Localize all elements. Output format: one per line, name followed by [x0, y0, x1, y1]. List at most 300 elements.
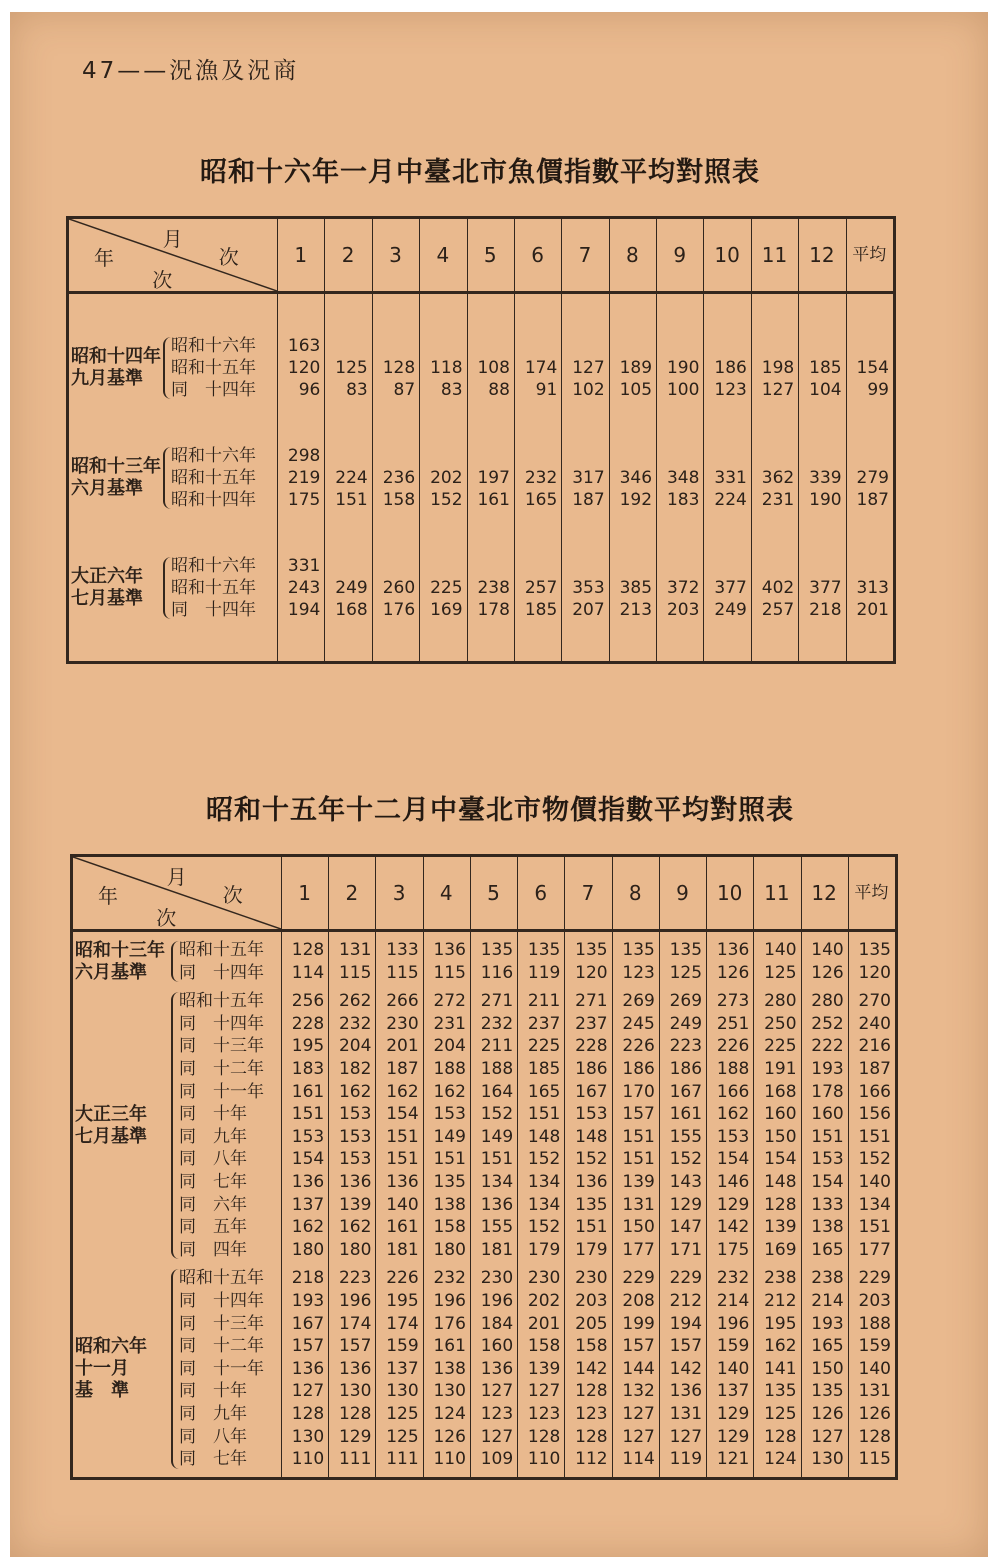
table-cell: 120 — [287, 358, 321, 378]
table-cell: 204 — [338, 1036, 372, 1057]
table-cell: 185 — [524, 600, 558, 620]
table-cell: 196 — [716, 1313, 750, 1334]
table-cell: 136 — [433, 940, 466, 960]
table-cell: 195 — [386, 1291, 419, 1311]
table-cell: 154 — [716, 1149, 750, 1170]
table-cell: 186 — [622, 1059, 655, 1079]
column-header: 12 — [809, 243, 835, 267]
corner-label-left: 年 — [97, 884, 118, 909]
table-cell: 136 — [338, 1172, 372, 1192]
table-cell: 249 — [714, 600, 747, 620]
column-header: 8 — [626, 243, 639, 267]
table-cell: 214 — [811, 1291, 844, 1311]
table-cell: 208 — [622, 1291, 655, 1311]
table-cell: 151 — [291, 1104, 325, 1125]
table-cell: 346 — [619, 468, 653, 488]
group-brace — [171, 941, 179, 982]
table-cell: 236 — [382, 468, 416, 488]
row-label: 同 七年 — [179, 1172, 247, 1192]
row-label: 同 十一年 — [179, 1358, 264, 1379]
table-cell: 230 — [386, 1013, 419, 1034]
table-cell: 136 — [291, 1358, 325, 1379]
table-cell: 348 — [666, 468, 700, 488]
table-cell: 184 — [480, 1313, 514, 1334]
table-cell: 232 — [433, 1268, 466, 1289]
table-cell: 202 — [430, 468, 463, 488]
table-cell: 136 — [386, 1172, 419, 1192]
table-cell: 230 — [480, 1268, 514, 1289]
table-cell: 269 — [622, 991, 655, 1012]
table-cell: 125 — [386, 1426, 419, 1447]
corner-label-bottom: 次 — [152, 267, 173, 292]
table-cell: 188 — [858, 1313, 891, 1334]
table-cell: 317 — [572, 468, 605, 488]
table-cell: 140 — [716, 1358, 750, 1379]
table-cell: 161 — [433, 1336, 466, 1357]
group-label-line: 七月基準 — [75, 1125, 147, 1147]
row-label: 同 十年 — [179, 1381, 247, 1402]
table-cell: 135 — [480, 940, 514, 960]
table-cell: 127 — [572, 358, 605, 378]
table-cell: 115 — [433, 962, 466, 983]
table-cell: 157 — [291, 1336, 325, 1357]
group-label-line: 七月基準 — [71, 588, 143, 609]
table-cell: 150 — [811, 1358, 844, 1379]
table-cell: 174 — [524, 358, 558, 378]
column-header: 12 — [811, 881, 837, 905]
table-cell: 273 — [716, 991, 750, 1012]
table-cell: 177 — [858, 1239, 891, 1260]
fish-price-index-table — [66, 216, 896, 664]
table-cell: 134 — [527, 1172, 561, 1192]
table-cell: 176 — [433, 1313, 466, 1334]
table-cell: 372 — [666, 578, 700, 598]
table-cell: 178 — [477, 600, 510, 620]
group-label-line: 九月基準 — [71, 368, 143, 389]
table-cell: 165 — [811, 1239, 844, 1260]
table-cell: 112 — [575, 1449, 608, 1470]
table-cell: 151 — [575, 1217, 608, 1238]
table-cell: 142 — [716, 1217, 750, 1238]
table-cell: 104 — [809, 380, 842, 400]
column-header: 5 — [487, 881, 500, 905]
table-cell: 151 — [811, 1126, 844, 1147]
table-cell: 123 — [622, 962, 655, 983]
table-cell: 125 — [335, 358, 368, 378]
table-cell: 212 — [669, 1291, 703, 1311]
column-header: 7 — [578, 243, 592, 267]
table-cell: 127 — [622, 1426, 655, 1447]
table-cell: 127 — [669, 1426, 703, 1447]
table-cell: 110 — [433, 1449, 466, 1470]
table-cell: 187 — [856, 490, 889, 510]
column-header: 平均 — [854, 883, 889, 903]
column-header: 6 — [531, 243, 544, 267]
table-cell: 83 — [440, 380, 463, 400]
row-label: 昭和十五年 — [179, 940, 264, 960]
table-cell: 155 — [669, 1126, 703, 1147]
table-cell: 174 — [338, 1313, 372, 1334]
table-cell: 230 — [527, 1268, 561, 1289]
table-cell: 211 — [527, 991, 561, 1012]
table-cell: 174 — [386, 1313, 419, 1334]
table1-title: 昭和十六年一月中臺北市魚價指數平均對照表 — [200, 157, 760, 188]
table-cell: 331 — [714, 468, 747, 488]
row-label: 同 十四年 — [179, 962, 264, 983]
table-cell: 110 — [291, 1449, 325, 1470]
table-cell: 194 — [669, 1313, 703, 1334]
table-cell: 202 — [527, 1291, 561, 1311]
table-cell: 135 — [669, 940, 703, 960]
table-cell: 179 — [575, 1239, 608, 1260]
column-header: 4 — [436, 243, 450, 267]
table-cell: 152 — [480, 1104, 514, 1125]
table-cell: 131 — [622, 1194, 655, 1215]
table-cell: 211 — [480, 1036, 514, 1057]
table-cell: 229 — [669, 1268, 703, 1289]
table-cell: 177 — [622, 1239, 655, 1260]
table-cell: 139 — [527, 1358, 561, 1379]
table-cell: 128 — [338, 1404, 372, 1424]
table-cell: 270 — [858, 991, 891, 1012]
row-label: 同 四年 — [179, 1239, 247, 1260]
table-cell: 127 — [291, 1381, 325, 1402]
table-cell: 121 — [716, 1449, 750, 1470]
table-cell: 153 — [338, 1104, 372, 1125]
table-cell: 222 — [811, 1036, 844, 1057]
column-header: 2 — [345, 881, 359, 905]
table-cell: 223 — [338, 1268, 372, 1289]
table-cell: 168 — [764, 1081, 797, 1102]
table-cell: 175 — [287, 490, 321, 510]
corner-label-top: 月 — [166, 865, 187, 889]
group-label-line: 六月基準 — [71, 478, 143, 499]
column-header: 11 — [764, 881, 790, 905]
table-cell: 150 — [764, 1126, 797, 1147]
table-cell: 161 — [477, 490, 510, 510]
table-cell: 194 — [287, 600, 321, 620]
table-cell: 192 — [619, 490, 653, 510]
table-cell: 179 — [527, 1239, 561, 1260]
table-cell: 115 — [858, 1449, 891, 1470]
table-cell: 152 — [858, 1149, 891, 1170]
table-cell: 280 — [764, 991, 797, 1012]
table-cell: 130 — [811, 1449, 844, 1470]
table-cell: 130 — [386, 1381, 419, 1402]
table-cell: 127 — [527, 1381, 561, 1402]
table-cell: 123 — [480, 1404, 514, 1424]
table-cell: 148 — [527, 1126, 561, 1147]
table-cell: 180 — [338, 1239, 372, 1260]
table-cell: 126 — [858, 1404, 891, 1424]
table-cell: 131 — [338, 940, 372, 960]
table-cell: 147 — [669, 1217, 703, 1238]
table-cell: 130 — [291, 1426, 325, 1447]
table-cell: 160 — [811, 1104, 844, 1125]
table-cell: 129 — [716, 1426, 750, 1447]
table-cell: 224 — [714, 490, 747, 510]
table-cell: 272 — [433, 991, 466, 1012]
row-label: 昭和十五年 — [171, 358, 256, 378]
table-cell: 185 — [527, 1059, 561, 1079]
table-cell: 231 — [433, 1013, 466, 1034]
table-cell: 166 — [858, 1081, 891, 1102]
table-cell: 193 — [291, 1291, 325, 1311]
table-cell: 125 — [386, 1404, 419, 1424]
table-cell: 238 — [477, 578, 510, 598]
table-cell: 137 — [716, 1381, 750, 1402]
table-cell: 124 — [433, 1404, 466, 1424]
row-label: 同 十四年 — [179, 1013, 264, 1034]
table-cell: 169 — [430, 600, 463, 620]
table-cell: 245 — [622, 1013, 655, 1034]
table-cell: 183 — [291, 1059, 325, 1079]
table-cell: 214 — [716, 1291, 750, 1311]
table-cell: 218 — [291, 1268, 325, 1289]
table-cell: 377 — [714, 578, 747, 598]
table-cell: 128 — [575, 1381, 608, 1402]
table-cell: 131 — [669, 1404, 703, 1424]
row-label: 同 九年 — [179, 1404, 247, 1424]
table-cell: 257 — [524, 578, 558, 598]
column-header: 8 — [628, 881, 642, 905]
table-cell: 108 — [477, 358, 510, 378]
table-cell: 136 — [575, 1172, 608, 1192]
column-header: 10 — [714, 243, 740, 267]
table-cell: 142 — [669, 1358, 703, 1379]
table-cell: 186 — [714, 358, 747, 378]
table-cell: 154 — [856, 358, 889, 378]
corner-label-top: 月 — [162, 227, 183, 251]
column-header: 1 — [294, 243, 308, 267]
corner-label-right: 次 — [222, 882, 243, 907]
table-cell: 162 — [764, 1336, 797, 1357]
table-cell: 153 — [575, 1104, 608, 1125]
table-cell: 201 — [856, 600, 889, 620]
row-label: 同 八年 — [179, 1149, 247, 1170]
table-cell: 126 — [811, 962, 844, 983]
table-cell: 131 — [858, 1381, 891, 1402]
table-cell: 339 — [809, 468, 842, 488]
table-cell: 138 — [811, 1217, 844, 1238]
table-cell: 148 — [764, 1172, 797, 1192]
table-cell: 196 — [338, 1291, 372, 1311]
table-cell: 219 — [287, 468, 321, 488]
table-cell: 153 — [338, 1126, 372, 1147]
table-cell: 238 — [764, 1268, 797, 1289]
table-cell: 88 — [488, 380, 510, 400]
table-cell: 212 — [764, 1291, 797, 1311]
table-cell: 175 — [716, 1239, 750, 1260]
table-cell: 213 — [619, 600, 653, 620]
table-cell: 228 — [575, 1036, 608, 1057]
table-cell: 402 — [761, 578, 795, 598]
table-cell: 151 — [335, 490, 368, 510]
row-label: 昭和十六年 — [171, 556, 256, 576]
corner-label-left: 年 — [93, 246, 114, 271]
table-cell: 176 — [382, 600, 416, 620]
table-cell: 168 — [335, 600, 368, 620]
corner-label-right: 次 — [218, 244, 239, 269]
table-cell: 165 — [527, 1081, 561, 1102]
row-label: 同 十二年 — [179, 1059, 264, 1079]
column-header: 9 — [676, 881, 689, 905]
table-cell: 225 — [430, 578, 463, 598]
table-cell: 187 — [858, 1059, 891, 1079]
table-cell: 120 — [858, 962, 891, 983]
table-cell: 199 — [622, 1313, 655, 1334]
row-label: 同 五年 — [179, 1217, 247, 1238]
table-cell: 188 — [480, 1059, 514, 1079]
table-cell: 171 — [669, 1239, 703, 1260]
table-cell: 183 — [666, 490, 700, 510]
column-header: 6 — [534, 881, 548, 905]
table-cell: 135 — [527, 940, 561, 960]
table-cell: 153 — [433, 1104, 466, 1125]
table-cell: 135 — [764, 1381, 797, 1402]
table-cell: 119 — [669, 1449, 703, 1470]
table-cell: 228 — [291, 1013, 325, 1034]
table-cell: 167 — [291, 1313, 325, 1334]
table-cell: 138 — [433, 1358, 466, 1379]
table-cell: 109 — [480, 1449, 514, 1470]
table-cell: 178 — [811, 1081, 844, 1102]
table-cell: 155 — [480, 1217, 514, 1238]
group-label-line: 大正三年 — [75, 1103, 147, 1125]
table-cell: 129 — [338, 1426, 372, 1447]
table-cell: 135 — [811, 1381, 844, 1402]
table-cell: 153 — [716, 1126, 750, 1147]
table-cell: 152 — [575, 1149, 608, 1170]
row-label: 昭和十五年 — [179, 991, 264, 1012]
table-cell: 226 — [386, 1268, 419, 1289]
table-cell: 128 — [382, 358, 416, 378]
table-cell: 116 — [480, 962, 514, 983]
table-cell: 125 — [764, 962, 797, 983]
table-cell: 148 — [575, 1126, 608, 1147]
table-cell: 298 — [287, 446, 321, 466]
table-cell: 266 — [386, 991, 419, 1012]
table-cell: 127 — [480, 1381, 514, 1402]
table-cell: 140 — [764, 940, 797, 960]
table-cell: 164 — [480, 1081, 514, 1102]
table-cell: 193 — [811, 1313, 844, 1334]
table-cell: 152 — [527, 1217, 561, 1238]
table-cell: 205 — [575, 1313, 608, 1334]
table-cell: 123 — [527, 1404, 561, 1424]
table-cell: 126 — [716, 962, 750, 983]
table-cell: 154 — [811, 1172, 844, 1192]
table-cell: 190 — [666, 358, 700, 378]
table-cell: 135 — [575, 1194, 608, 1215]
group-label-line: 昭和十三年 — [71, 456, 161, 477]
table-cell: 225 — [527, 1036, 561, 1057]
table-cell: 128 — [764, 1426, 797, 1447]
table-cell: 165 — [524, 490, 558, 510]
table-cell: 91 — [535, 380, 558, 400]
table-cell: 195 — [291, 1036, 325, 1057]
table-cell: 127 — [811, 1426, 844, 1447]
row-label: 同 十三年 — [179, 1036, 264, 1057]
table-cell: 114 — [622, 1449, 655, 1470]
table-cell: 135 — [858, 940, 891, 960]
table-cell: 119 — [527, 962, 561, 983]
table-cell: 257 — [761, 600, 795, 620]
table-cell: 96 — [298, 380, 321, 400]
table-cell: 170 — [622, 1081, 655, 1102]
table-cell: 151 — [622, 1126, 655, 1147]
table-cell: 139 — [622, 1172, 655, 1192]
table-cell: 135 — [622, 940, 655, 960]
table-cell: 128 — [291, 940, 325, 960]
row-label: 昭和十五年 — [171, 578, 256, 598]
table-cell: 123 — [714, 380, 747, 400]
table-cell: 377 — [809, 578, 842, 598]
table-cell: 134 — [480, 1172, 514, 1192]
table-cell: 136 — [480, 1194, 514, 1215]
column-header: 1 — [298, 881, 311, 905]
column-header: 5 — [483, 243, 497, 267]
table-cell: 124 — [764, 1449, 797, 1470]
group-label — [71, 566, 163, 610]
row-label: 同 十三年 — [179, 1313, 264, 1334]
column-header: 11 — [761, 243, 788, 267]
table-cell: 238 — [811, 1268, 844, 1289]
table-cell: 203 — [575, 1291, 608, 1311]
table-cell: 110 — [527, 1449, 561, 1470]
group-brace — [163, 447, 171, 509]
table-cell: 240 — [858, 1013, 891, 1034]
table-cell: 271 — [480, 991, 514, 1012]
table-cell: 229 — [858, 1268, 891, 1289]
table-cell: 138 — [433, 1194, 466, 1215]
table-cell: 226 — [716, 1036, 750, 1057]
table-cell: 137 — [386, 1358, 419, 1379]
table-cell: 154 — [291, 1149, 325, 1170]
table-cell: 127 — [622, 1404, 655, 1424]
table2-title: 昭和十五年十二月中臺北市物價指數平均對照表 — [206, 795, 794, 826]
table-cell: 127 — [480, 1426, 514, 1447]
group-label — [75, 1104, 171, 1148]
table-cell: 83 — [346, 380, 368, 400]
table-cell: 207 — [572, 600, 605, 620]
table-cell: 135 — [433, 1172, 466, 1192]
table-cell: 160 — [764, 1104, 797, 1125]
table-cell: 279 — [856, 468, 889, 488]
table-cell: 187 — [572, 490, 605, 510]
table-cell: 125 — [764, 1404, 797, 1424]
group-label-line: 昭和十三年 — [75, 939, 165, 961]
table-cell: 188 — [716, 1059, 750, 1079]
row-label: 同 十一年 — [179, 1081, 264, 1102]
table-cell: 151 — [858, 1217, 891, 1238]
group-label-line: 大正六年 — [71, 566, 143, 587]
table-cell: 353 — [572, 578, 605, 598]
table-cell: 158 — [575, 1336, 608, 1357]
table-cell: 160 — [480, 1336, 514, 1357]
group-label-line: 十一月 — [75, 1358, 129, 1380]
table-cell: 187 — [386, 1059, 419, 1079]
table-cell: 201 — [527, 1313, 561, 1334]
table-cell: 140 — [858, 1358, 891, 1379]
table-cell: 186 — [575, 1059, 608, 1079]
column-header: 7 — [581, 881, 595, 905]
table-cell: 139 — [764, 1217, 797, 1238]
table-cell: 115 — [338, 962, 372, 983]
table-cell: 128 — [291, 1404, 325, 1424]
table-cell: 163 — [287, 336, 321, 356]
table-cell: 100 — [666, 380, 700, 400]
